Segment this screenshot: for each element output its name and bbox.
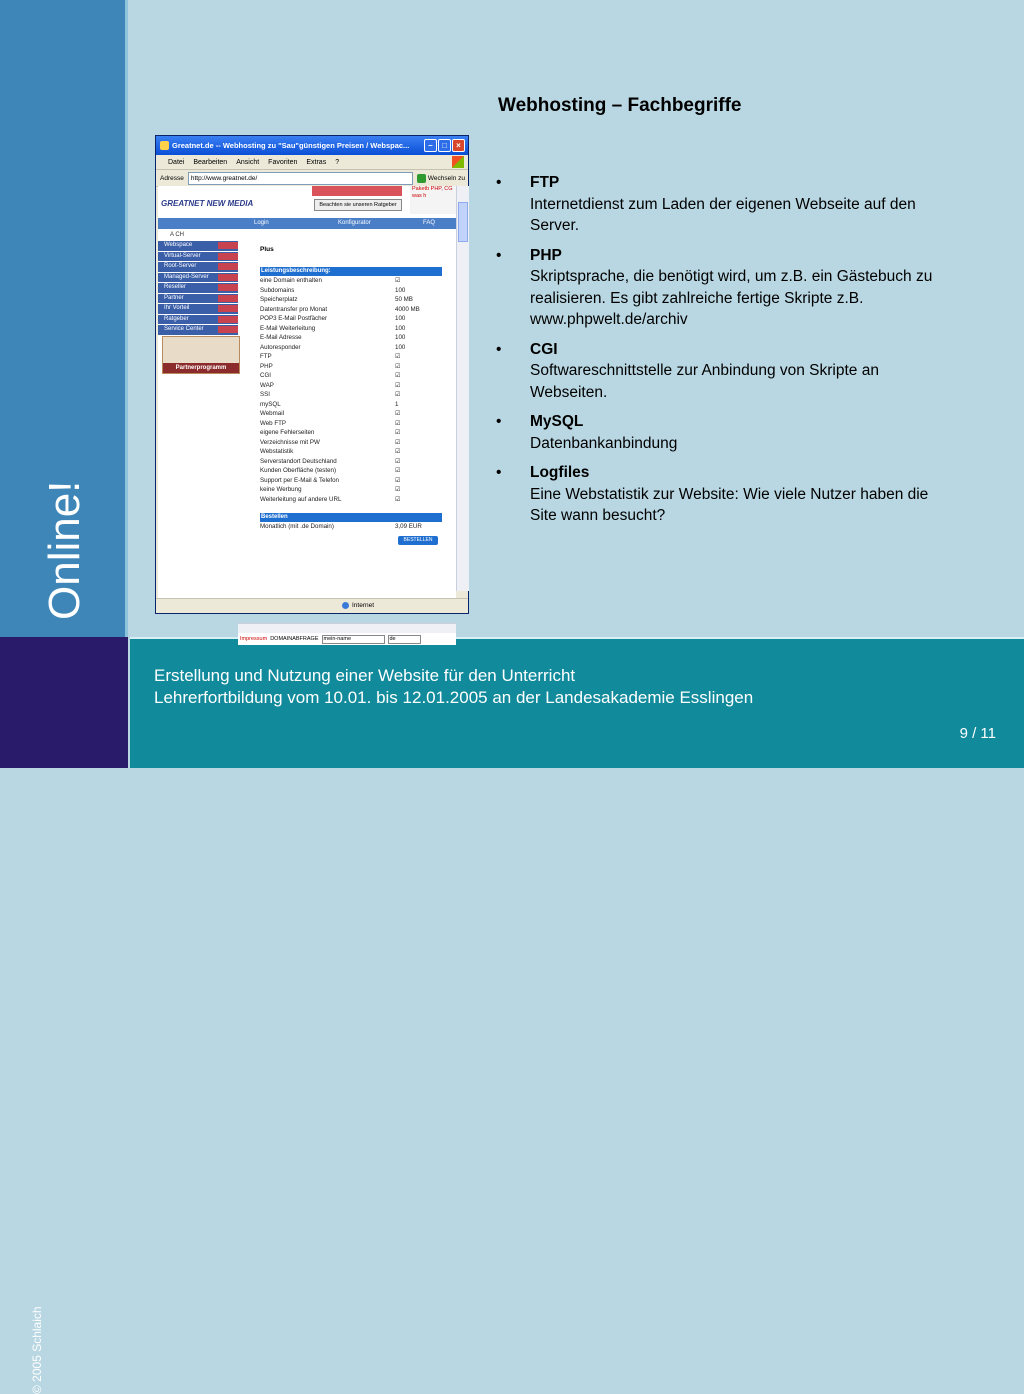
spec-label: Kunden Oberfläche (testen) [260,467,337,474]
spec-row [260,314,442,324]
spec-row [260,457,442,467]
side-item-ihr-vorteil[interactable]: Ihr Vorteil [158,304,238,315]
menu-bearbeiten[interactable]: Bearbeiten [193,158,228,166]
spec-row [260,305,442,315]
address-input[interactable]: http://www.greatnet.de/ [188,172,413,185]
spec-row [260,381,442,391]
order-row [260,522,442,532]
footer-line-2: Lehrerfortbildung vom 10.01. bis 12.01.2005 an der Landesakademie Esslingen [154,688,754,707]
footer-left-panel [0,637,128,1394]
spec-row [260,371,442,381]
spec-value: ☑ [395,486,401,493]
left-sidebar [0,0,128,637]
footer [130,637,1024,768]
spec-label: Support per E-Mail & Telefon [260,476,339,484]
spec-row [260,343,442,353]
site-side-menu [158,241,238,336]
tld-select[interactable]: de [388,635,421,644]
bullet-item: • PHP Skriptsprache, die benötigt wird, um z.B. ein Gästebuch zu realisieren. Es gibt zahlreiche fertige Skripte z.B. www.phpwelt.de/archiv [494,245,934,331]
menu-datei[interactable]: Datei [168,158,185,166]
partner-program-label: Partnerprogramm [163,363,239,373]
spec-row [260,428,442,438]
maximize-button[interactable]: □ [438,139,451,152]
spec-label: FTP [260,353,272,360]
spec-label: E-Mail Adresse [260,334,302,341]
bullet-term: PHP [530,246,562,264]
menu-extras[interactable]: Extras [306,158,327,166]
bullet-desc: Internetdienst zum Laden der eigenen Webseite auf den Server. [530,195,916,234]
bullet-list [494,172,934,535]
spec-label: Datentransfer pro Monat [260,305,328,313]
partner-program-banner[interactable] [162,336,240,374]
spec-row [260,485,442,495]
status-zone: Internet [352,602,375,609]
spec-row [260,466,442,476]
address-label: Adresse [160,174,184,182]
close-button[interactable]: × [452,139,465,152]
banner-ad [312,186,402,196]
spec-row [260,438,442,448]
slide-title: Webhosting – Fachbegriffe [498,95,742,116]
browser-titlebar [156,136,468,155]
menu-favoriten[interactable]: Favoriten [268,158,298,166]
spec-value: 4000 MB [395,305,420,313]
bullet-term: MySQL [530,413,584,430]
spec-value: ☑ [395,457,401,465]
scrollbar-thumb[interactable] [458,202,468,242]
vertical-scrollbar[interactable] [456,186,469,591]
side-item-managed-server[interactable]: Managed-Server [158,273,238,284]
spec-label: keine Werbung [260,486,302,493]
spec-label: Webmail [260,410,284,417]
spec-value: ☑ [395,277,401,284]
spec-label: PHP [260,362,273,370]
bullet-desc: Skriptsprache, die benötigt wird, um z.B. ein Gästebuch zu realisieren. Es gibt zahlreiche fertige Skripte z.B. www.phpwelt.de/archiv [530,268,933,328]
spec-row [260,333,442,343]
horizontal-scrollbar[interactable] [238,623,456,633]
footer-text [154,665,753,709]
side-item-reseller[interactable]: Reseller [158,283,238,294]
spec-list [260,276,442,504]
spec-value: 100 [395,334,406,341]
spec-value: ☑ [395,467,401,474]
side-item-ratgeber[interactable]: Ratgeber [158,315,238,326]
spec-row [260,409,442,419]
spec-value: ☑ [395,438,401,446]
spec-row [260,276,442,286]
spec-value: ☑ [395,476,401,484]
nav-konfigurator[interactable]: Konfigurator [338,220,371,226]
impressum-link[interactable]: Impressum [240,636,268,642]
spec-value: ☑ [395,362,401,370]
spec-label: eigene Fehlerseiten [260,429,315,436]
bullet-desc: Softwareschnittstelle zur Anbindung von Skripte an Webseiten. [530,362,879,401]
country-flags[interactable]: A CH [170,232,185,238]
sidebar-divider [125,0,128,637]
spec-value: ☑ [395,419,401,427]
copyright: © 2005 Schlaich [30,1306,44,1394]
plan-name: Plus [260,246,274,253]
spec-label: Serverstandort Deutschland [260,457,337,465]
vertical-title: Online! [40,480,89,620]
spec-label: SSI [260,391,270,398]
windows-logo-icon [452,156,464,168]
site-logo: GREATNET NEW MEDIA [161,199,254,208]
footer-line-1: Erstellung und Nutzung einer Website für den Unterricht [154,666,576,685]
spec-value: ☑ [395,448,401,455]
spec-value: ☑ [395,353,401,360]
spec-label: Webstatistik [260,448,294,455]
browser-screenshot [155,135,469,642]
spec-label: eine Domain enthalten [260,277,322,284]
spec-value: 100 [395,286,406,294]
spec-value: 1 [395,400,399,408]
side-item-webspace[interactable]: Webspace [158,241,238,252]
spec-value: ☑ [395,410,401,417]
nav-login[interactable]: Login [254,220,269,226]
spec-value: ☑ [395,391,401,398]
spec-row [260,352,442,362]
side-item-root-server[interactable]: Root-Server [158,262,238,273]
bullet-desc: Eine Webstatistik zur Website: Wie viele Nutzer haben die Site wann besucht? [530,485,929,524]
globe-icon [342,602,349,609]
spec-row [260,390,442,400]
browser-title: Greatnet.de -- Webhosting zu "Sau"günstigen Preisen / Webspac... [172,141,410,150]
bullet-term: CGI [530,340,558,358]
menu-ansicht[interactable]: Ansicht [236,158,260,166]
spec-row [260,447,442,457]
spec-label: Subdomains [260,286,295,294]
plan-details [260,246,442,545]
spec-label: WAP [260,381,274,389]
go-arrow-icon [417,174,426,183]
bullet-item: • MySQL Datenbankanbindung [494,411,934,454]
spec-label: Autoresponder [260,343,301,351]
nav-faq[interactable]: FAQ [423,220,436,226]
side-item-service-center[interactable]: Service Center [158,325,238,336]
order-label: Monatlich (mit .de Domain) [260,523,334,530]
spec-label: Web FTP [260,419,287,427]
bullet-item: • CGI Softwareschnittstelle zur Anbindung von Skripte an Webseiten. [494,339,934,404]
order-button[interactable]: BESTELLEN [398,536,438,545]
browser-icon [160,141,169,150]
spec-value: 100 [395,343,406,351]
bullet-item: • FTP Internetdienst zum Laden der eigenen Webseite auf den Server. [494,172,934,237]
spec-row [260,495,442,505]
spec-label: mySQL [260,400,281,408]
spec-label: Verzeichnisse mit PW [260,438,320,446]
spec-value: 100 [395,324,406,332]
site-bottom-bar [238,633,456,645]
ratgeber-button[interactable]: Beachten sie unseren Ratgeber [314,199,402,211]
page-number: 9 / 11 [959,725,996,742]
spec-label: E-Mail Weiterleitung [260,324,316,332]
minimize-button[interactable]: – [424,139,437,152]
spec-value: ☑ [395,495,401,503]
banner-side-ad: Paketb PHP, CG was h [410,186,458,214]
bullet-desc: Datenbankanbindung [530,434,678,452]
site-navbar [158,218,456,229]
spec-label: Weiterleitung auf andere URL [260,495,342,503]
spec-row [260,324,442,334]
spec-label: POP3 E-Mail Postfächer [260,315,328,322]
spec-row [260,362,442,372]
address-bar [156,170,468,187]
spec-row [260,419,442,429]
spec-value: ☑ [395,381,401,389]
spec-row [260,286,442,296]
side-item-partner[interactable]: Partner [158,294,238,305]
spec-label: Speicherplatz [260,296,298,303]
bullet-item: • Logfiles Eine Webstatistik zur Website: Wie viele Nutzer haben die Site wann besucht? [494,462,934,527]
browser-menubar [156,155,468,170]
spec-value: ☑ [395,429,401,436]
bullet-term: Logfiles [530,464,590,481]
go-button[interactable]: Wechseln zu [427,174,465,182]
spec-row [260,400,442,410]
site-banner [158,186,456,218]
spec-row [260,295,442,305]
status-bar [156,598,468,613]
spec-row [260,476,442,486]
side-item-virtual-server[interactable]: Virtual-Server [158,252,238,263]
domain-query-label: DOMAINABFRAGE [270,636,319,642]
order-price: 3,09 EUR [395,523,422,530]
domain-name-input[interactable]: mein-name [322,635,385,644]
spec-label: CGI [260,372,272,379]
bullet-term: FTP [530,174,560,191]
spec-value: 50 MB [395,296,413,303]
spec-value: ☑ [395,372,401,379]
order-heading: Bestellen [260,513,442,522]
spec-value: 100 [395,315,406,322]
menu-help[interactable]: ? [335,158,340,166]
spec-heading: Leistungsbeschreibung: [260,267,442,276]
